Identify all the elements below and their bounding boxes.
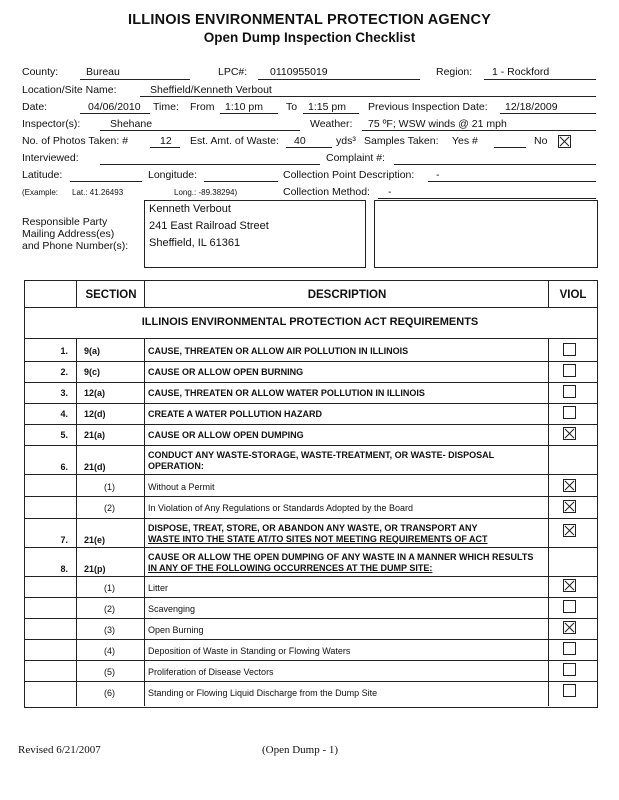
sub-description: Deposition of Waste in Standing or Flowing Waters xyxy=(148,646,351,656)
col-description-header: DESCRIPTION xyxy=(307,289,387,301)
sub-number: (6) xyxy=(104,688,115,698)
party-line-2: 241 East Railroad Street xyxy=(149,220,269,232)
sub-description: Standing or Flowing Liquid Discharge from the Dump Site xyxy=(148,688,378,698)
longitude-label: Longitude: xyxy=(148,169,198,181)
row-description: CREATE A WATER POLLUTION HAZARD xyxy=(148,409,322,419)
row-description-line2: WASTE INTO THE STATE AT/TO SITES NOT MEETING REQUIREMENTS OF ACT xyxy=(148,534,488,544)
row-description: CONDUCT ANY WASTE-STORAGE, WASTE-TREATMENT, OR WASTE- DISPOSAL xyxy=(148,450,495,460)
party-line-1: Kenneth Verbout xyxy=(149,203,231,215)
collection-method-field[interactable]: - xyxy=(388,186,392,198)
photos-field[interactable]: 12 xyxy=(160,135,172,147)
collection-point-label: Collection Point Description: xyxy=(283,169,415,181)
sub-number: (2) xyxy=(104,503,115,513)
row-description: CAUSE OR ALLOW OPEN BURNING xyxy=(148,367,304,377)
viol-checkbox-8-3[interactable] xyxy=(563,621,576,634)
row-description: CAUSE OR ALLOW OPEN DUMPING xyxy=(148,430,304,440)
time-from-field[interactable]: 1:10 pm xyxy=(225,101,263,113)
county-label: County: xyxy=(22,66,59,78)
sub-description: Litter xyxy=(148,583,169,593)
sub-description: In Violation of Any Regulations or Standards Adopted by the Board xyxy=(148,503,414,513)
location-field[interactable]: Sheffield/Kenneth Verbout xyxy=(150,84,272,96)
row-number: 5. xyxy=(60,430,68,440)
collection-point-field[interactable]: - xyxy=(436,169,440,181)
samples-no-label: No xyxy=(534,135,548,147)
latitude-label: Latitude: xyxy=(22,169,63,181)
page-number: (Open Dump - 1) xyxy=(262,744,339,756)
samples-no-checkbox[interactable] xyxy=(558,135,571,148)
inspectors-field[interactable]: Shehane xyxy=(110,118,153,130)
row-description: CAUSE OR ALLOW THE OPEN DUMPING OF ANY WASTE IN A MANNER WHICH RESULTS xyxy=(148,552,534,562)
waste-unit: yds³ xyxy=(336,135,356,147)
example-label: (Example: xyxy=(22,188,59,197)
weather-label: Weather: xyxy=(310,118,353,130)
prev-inspection-field[interactable]: 12/18/2009 xyxy=(505,101,558,113)
row-number: 4. xyxy=(60,409,68,419)
sub-number: (4) xyxy=(104,646,115,656)
viol-checkbox-6-2[interactable] xyxy=(563,500,576,513)
sub-number: (3) xyxy=(104,625,115,635)
region-field[interactable]: 1 - Rockford xyxy=(492,66,550,78)
row-description: CAUSE, THREATEN OR ALLOW WATER POLLUTION IN ILLINOIS xyxy=(148,388,425,398)
lpc-field[interactable]: 0110955019 xyxy=(270,66,328,78)
row-section: 21(a) xyxy=(84,430,106,440)
revised-date: Revised 6/21/2007 xyxy=(18,744,101,756)
row-number: 1. xyxy=(60,346,68,356)
party-address-box-2[interactable] xyxy=(374,200,598,268)
party-label-2: Mailing Address(es) xyxy=(22,228,115,240)
viol-checkbox-8-6[interactable] xyxy=(563,684,576,697)
inspectors-label: Inspector(s): xyxy=(22,118,81,130)
row-number: 3. xyxy=(60,388,68,398)
example-longitude: Long.: -89.38294) xyxy=(174,188,238,197)
viol-checkbox-4[interactable] xyxy=(563,406,576,419)
sub-description: Without a Permit xyxy=(148,482,215,492)
row-number: 7. xyxy=(60,535,68,545)
viol-checkbox-3[interactable] xyxy=(563,385,576,398)
sub-number: (1) xyxy=(104,583,115,593)
row-section: 21(e) xyxy=(84,535,106,545)
samples-label: Samples Taken: xyxy=(364,135,439,147)
county-field[interactable]: Bureau xyxy=(86,66,120,78)
sub-number: (2) xyxy=(104,604,115,614)
row-number: 2. xyxy=(60,367,68,377)
viol-checkbox-2[interactable] xyxy=(563,364,576,377)
viol-checkbox-6-1[interactable] xyxy=(563,479,576,492)
party-label-1: Responsible Party xyxy=(22,216,108,228)
col-section-header: SECTION xyxy=(85,289,137,301)
time-label: Time: xyxy=(153,101,179,113)
row-description-line2: IN ANY OF THE FOLLOWING OCCURRENCES AT THE DUMP SITE: xyxy=(148,563,433,573)
location-label: Location/Site Name: xyxy=(22,84,117,96)
form-title: Open Dump Inspection Checklist xyxy=(203,30,416,45)
samples-yes-label: Yes # xyxy=(452,135,478,147)
viol-checkbox-8-5[interactable] xyxy=(563,663,576,676)
row-section: 12(a) xyxy=(84,388,106,398)
row-section: 12(d) xyxy=(84,409,106,419)
complaint-label: Complaint #: xyxy=(326,152,385,164)
party-address-box[interactable] xyxy=(144,200,366,268)
from-label: From xyxy=(190,101,215,113)
row-section: 9(a) xyxy=(84,346,101,356)
row-section: 9(c) xyxy=(84,367,101,377)
date-label: Date: xyxy=(22,101,48,113)
col-viol-header: VIOL xyxy=(559,289,587,301)
interviewed-label: Interviewed: xyxy=(22,152,79,164)
prev-inspection-label: Previous Inspection Date: xyxy=(368,101,488,113)
row-number: 6. xyxy=(60,462,68,472)
row-section: 21(p) xyxy=(84,564,106,574)
to-label: To xyxy=(286,101,298,113)
party-line-3: Sheffield, IL 61361 xyxy=(149,237,241,249)
row-description: CAUSE, THREATEN OR ALLOW AIR POLLUTION IN ILLINOIS xyxy=(148,346,409,356)
sub-number: (5) xyxy=(104,667,115,677)
example-latitude: Lat.: 41.26493 xyxy=(72,188,124,197)
sub-description: Scavenging xyxy=(148,604,196,614)
party-label-3: and Phone Number(s): xyxy=(22,240,129,252)
waste-label: Est. Amt. of Waste: xyxy=(190,135,279,147)
weather-field[interactable]: 75 ºF; WSW winds @ 21 mph xyxy=(368,118,507,130)
region-label: Region: xyxy=(436,66,473,78)
sub-description: Open Burning xyxy=(148,625,204,635)
photos-label: No. of Photos Taken: # xyxy=(22,135,129,147)
waste-field[interactable]: 40 xyxy=(294,135,306,147)
agency-title: ILLINOIS ENVIRONMENTAL PROTECTION AGENCY xyxy=(128,12,491,28)
time-to-field[interactable]: 1:15 pm xyxy=(308,101,346,113)
lpc-label: LPC#: xyxy=(218,66,248,78)
viol-checkbox-8-2[interactable] xyxy=(563,600,576,613)
viol-checkbox-8-4[interactable] xyxy=(563,642,576,655)
row-section: 21(d) xyxy=(84,462,106,472)
row-description: DISPOSE, TREAT, STORE, OR ABANDON ANY WASTE, OR TRANSPORT ANY xyxy=(148,523,478,533)
table-heading: ILLINOIS ENVIRONMENTAL PROTECTION ACT REQUIREMENTS xyxy=(141,316,479,328)
collection-method-label: Collection Method: xyxy=(283,186,370,198)
sub-number: (1) xyxy=(104,482,115,492)
viol-checkbox-7[interactable] xyxy=(563,524,576,537)
sub-description: Proliferation of Disease Vectors xyxy=(148,667,274,677)
viol-checkbox-8-1[interactable] xyxy=(563,579,576,592)
row-number: 8. xyxy=(60,564,68,574)
viol-checkbox-5[interactable] xyxy=(563,427,576,440)
viol-checkbox-1[interactable] xyxy=(563,343,576,356)
date-field[interactable]: 04/06/2010 xyxy=(88,101,141,113)
row-description-line2: OPERATION: xyxy=(148,461,204,471)
